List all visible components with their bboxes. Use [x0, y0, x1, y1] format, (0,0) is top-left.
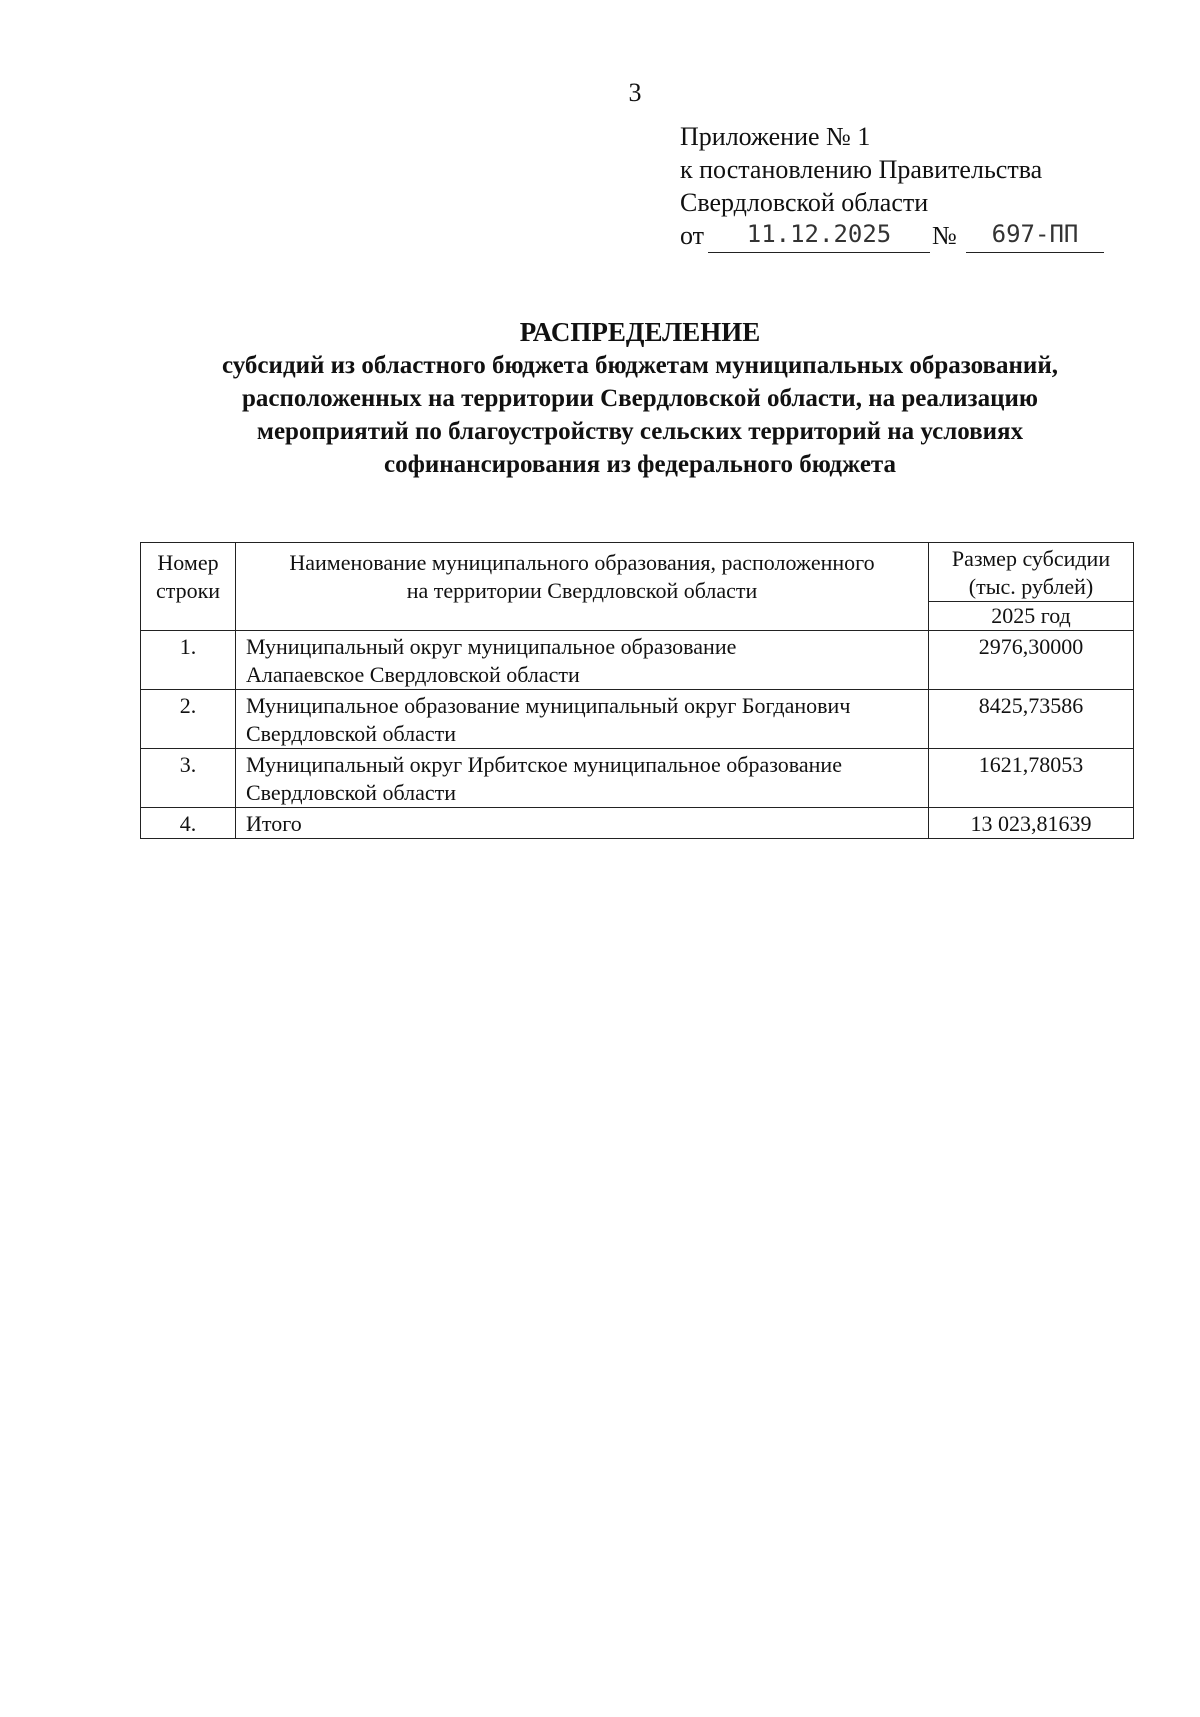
row-name-line-1: Итого: [246, 811, 302, 836]
appendix-block: [680, 120, 1079, 252]
header-row-number-line-1: Номер: [157, 550, 219, 575]
row-value: 2976,30000: [929, 631, 1134, 690]
number-value: 697-ПП: [966, 219, 1104, 253]
row-name: [236, 808, 929, 839]
appendix-line-1: Приложение № 1: [680, 122, 871, 151]
date-prefix: от: [680, 221, 705, 250]
table-row: [141, 631, 1134, 690]
appendix-line-2: к постановлению Правительства: [680, 155, 1043, 184]
header-row-number: [141, 543, 236, 631]
title-line-4: софинансирования из федерального бюджета: [383, 451, 897, 478]
appendix-date-number-row: [680, 219, 1079, 252]
header-year: 2025 год: [929, 602, 1134, 631]
table-row-total: [141, 808, 1134, 839]
header-municipality-name: [236, 543, 929, 631]
header-subsidy-size: [929, 543, 1134, 602]
row-value: 13 023,81639: [929, 808, 1134, 839]
table-row: [141, 690, 1134, 749]
number-prefix: №: [932, 221, 957, 250]
header-value-line-1: Размер субсидии: [951, 546, 1111, 571]
row-number: 3.: [141, 749, 236, 808]
row-name: [236, 690, 929, 749]
title-heading: РАСПРЕДЕЛЕНИЕ: [519, 317, 761, 347]
distribution-table: [140, 542, 1134, 839]
table-row: [141, 749, 1134, 808]
page-number: 3: [628, 78, 642, 107]
title-line-1: субсидий из областного бюджета бюджетам муниципальных образований,: [222, 352, 1058, 379]
row-name-line-2: Свердловской области: [246, 780, 456, 805]
table-header-row: [141, 543, 1134, 602]
row-number: 1.: [141, 631, 236, 690]
header-value-line-2: (тыс. рублей): [968, 574, 1094, 599]
row-name-line-2: Алапаевское Свердловской области: [246, 662, 580, 687]
row-name: [236, 631, 929, 690]
row-number: 2.: [141, 690, 236, 749]
row-name-line-1: Муниципальный округ Ирбитское муниципальное образование: [246, 752, 842, 777]
row-name-line-1: Муниципальный округ муниципальное образование: [246, 634, 737, 659]
row-name-line-2: Свердловской области: [246, 721, 456, 746]
document-title: [140, 315, 1140, 481]
header-name-line-2: на территории Свердловской области: [406, 578, 758, 603]
row-value: 8425,73586: [929, 690, 1134, 749]
header-name-line-1: Наименование муниципального образования, расположенного: [289, 550, 875, 575]
date-value: 11.12.2025: [708, 219, 930, 253]
row-name: [236, 749, 929, 808]
row-number: 4.: [141, 808, 236, 839]
title-line-3: мероприятий по благоустройству сельских территорий на условиях: [256, 418, 1024, 445]
title-line-2: расположенных на территории Свердловской области, на реализацию: [242, 385, 1038, 412]
header-row-number-line-2: строки: [155, 578, 221, 603]
row-value: 1621,78053: [929, 749, 1134, 808]
appendix-line-3: Свердловской области: [680, 188, 929, 217]
row-name-line-1: Муниципальное образование муниципальный округ Богданович: [246, 693, 851, 718]
